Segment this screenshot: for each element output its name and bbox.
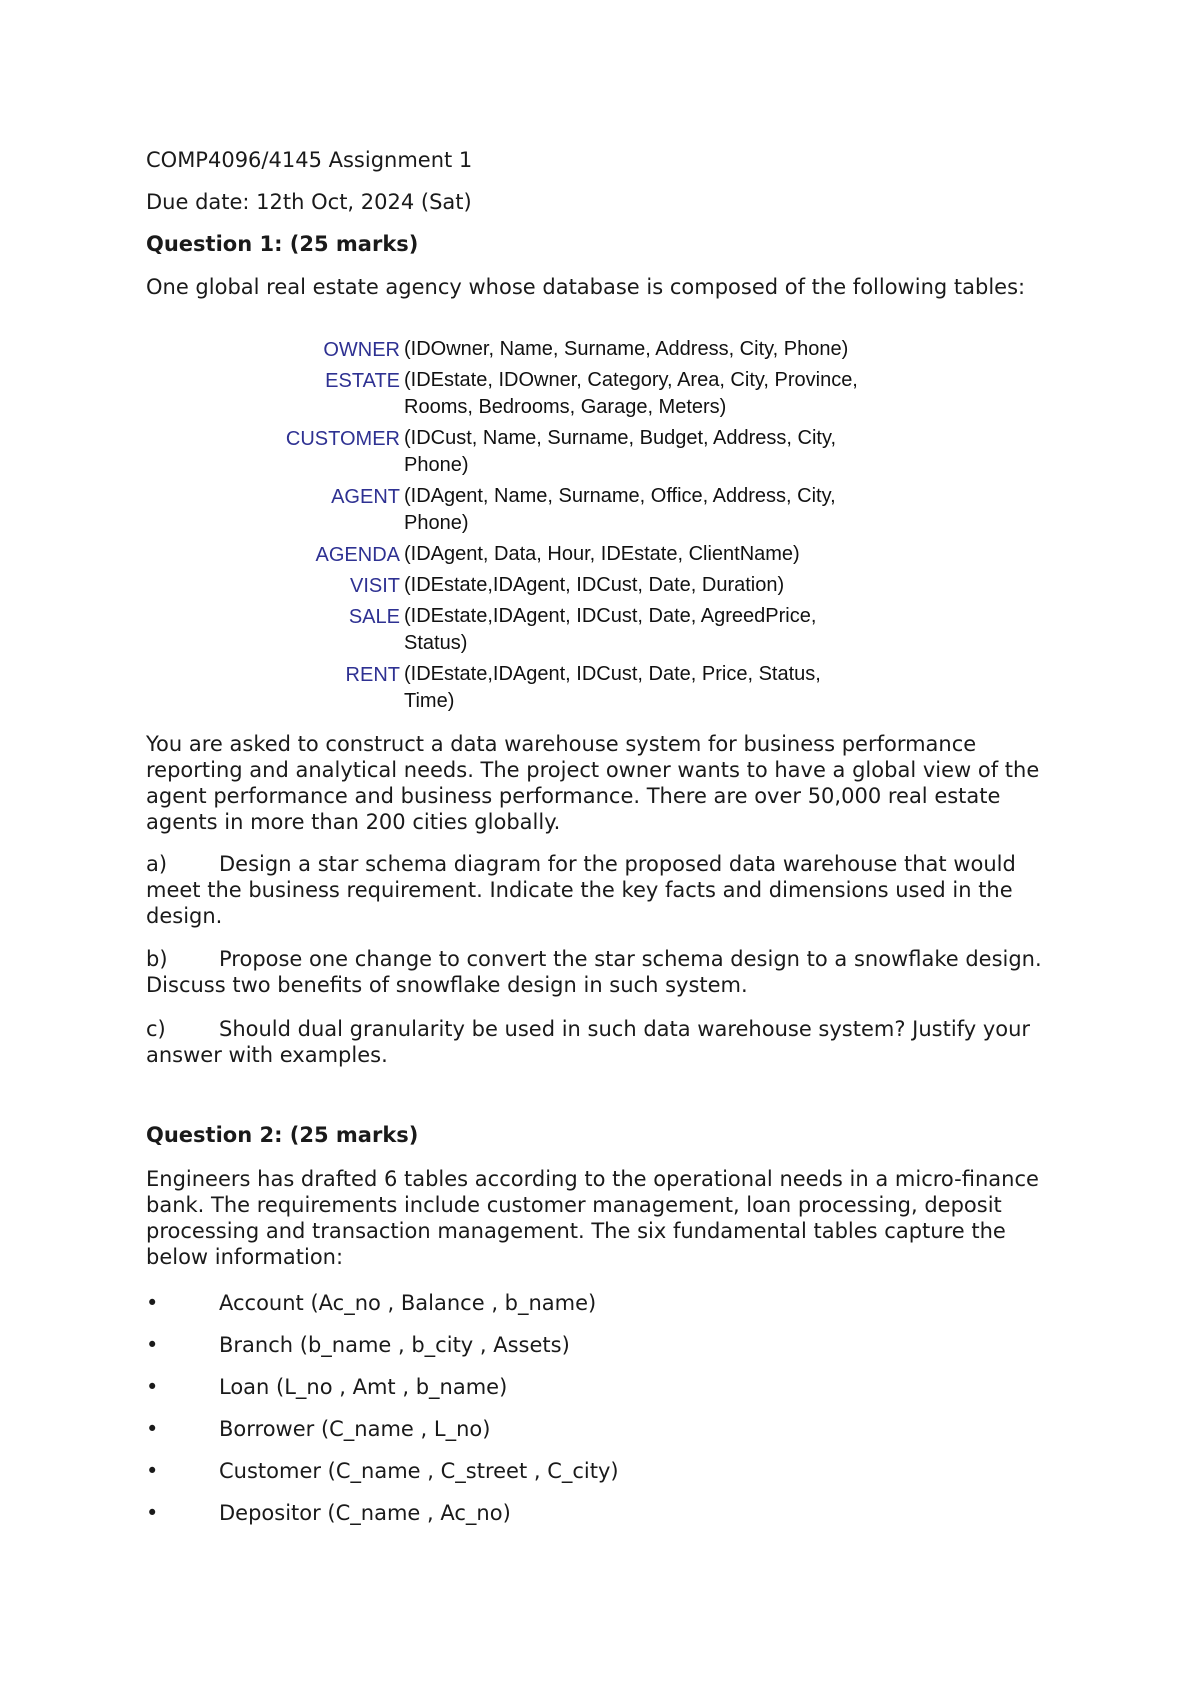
table-columns-line: (IDOwner, Name, Surname, Address, City, Phone) — [404, 338, 849, 360]
table-name-agent: AGENT — [331, 486, 400, 508]
table-columns-line: (IDAgent, Data, Hour, IDEstate, ClientName) — [404, 543, 800, 565]
question-2-intro: Engineers has drafted 6 tables according to the operational needs in a micro-finance bank. The requirements include customer management, loan processing, deposit processing and transaction management. The six fundamental tables capture the below information: — [146, 1167, 1039, 1269]
table-name-visit: VISIT — [349, 575, 400, 597]
bullet-icon: • — [146, 1375, 159, 1399]
table-name-owner: OWNER — [323, 339, 400, 361]
part-text: Propose one change to convert the star schema design to a snowflake design. Discuss two benefits of snowflake design in such system. — [146, 947, 1042, 997]
table-columns-agenda — [404, 541, 800, 568]
table-columns-estate — [404, 367, 858, 421]
bullet-icon: • — [146, 1501, 159, 1525]
bullet-icon: • — [146, 1291, 159, 1315]
table-columns-line: (IDCust, Name, Surname, Budget, Address, City, — [404, 427, 837, 449]
table-columns-customer — [404, 425, 836, 479]
table-columns-rent — [404, 661, 821, 715]
table-columns-sale — [404, 603, 816, 657]
assignment-title: COMP4096/4145 Assignment 1 — [146, 148, 473, 172]
part-text: Design a star schema diagram for the proposed data warehouse that would meet the business requirement. Indicate the key facts and dimensions used in the design. — [146, 852, 1016, 928]
question-1-part-c — [146, 1016, 1066, 1068]
table-name-estate: ESTATE — [325, 370, 400, 392]
list-item-text: Branch (b_name , b_city , Assets) — [219, 1333, 570, 1357]
table-columns-line: Status) — [404, 632, 468, 654]
part-text: Should dual granularity be used in such data warehouse system? Justify your answer with examples. — [146, 1017, 1031, 1067]
part-label: c) — [146, 1017, 166, 1041]
question-1-context: You are asked to construct a data warehouse system for business performance reporting and analytical needs. The project owner wants to have a global view of the agent performance and business performance. There are over 50,000 real estate agents in more than 200 cities globally. — [146, 732, 1040, 834]
table-name-rent: RENT — [345, 664, 400, 686]
list-item-text: Account (Ac_no , Balance , b_name) — [219, 1291, 597, 1315]
question-1-intro: One global real estate agency whose database is composed of the following tables: — [146, 275, 1026, 299]
table-columns-line: Phone) — [404, 454, 469, 476]
table-name-agenda: AGENDA — [315, 544, 400, 566]
question-1-heading: Question 1: (25 marks) — [146, 232, 419, 256]
list-item-text: Depositor (C_name , Ac_no) — [219, 1501, 511, 1525]
question-1-part-a — [146, 851, 1066, 929]
table-name-sale: SALE — [348, 606, 400, 628]
bullet-icon: • — [146, 1459, 159, 1483]
list-item-text: Loan (L_no , Amt , b_name) — [219, 1375, 508, 1399]
table-columns-line: (IDAgent, Name, Surname, Office, Address, City, — [404, 485, 836, 507]
question-1-part-b — [146, 946, 1066, 998]
table-columns-agent — [404, 483, 836, 537]
part-label: a) — [146, 852, 168, 876]
table-columns-line: Phone) — [404, 512, 469, 534]
part-label: b) — [146, 947, 168, 971]
due-date: Due date: 12th Oct, 2024 (Sat) — [146, 190, 472, 214]
table-columns-line: (IDEstate, IDOwner, Category, Area, City, Province, — [404, 369, 858, 391]
list-item-text: Customer (C_name , C_street , C_city) — [219, 1459, 619, 1483]
table-name-customer: CUSTOMER — [285, 428, 400, 450]
table-columns-line: (IDEstate,IDAgent, IDCust, Date, Price, Status, — [404, 663, 821, 685]
list-item-text: Borrower (C_name , L_no) — [219, 1417, 491, 1441]
bullet-icon: • — [146, 1417, 159, 1441]
table-columns-visit — [404, 572, 784, 599]
bullet-icon: • — [146, 1333, 159, 1357]
table-columns-owner — [404, 336, 848, 363]
table-columns-line: (IDEstate,IDAgent, IDCust, Date, Duration) — [404, 574, 785, 596]
table-columns-line: Time) — [404, 690, 455, 712]
table-columns-line: Rooms, Bedrooms, Garage, Meters) — [404, 396, 727, 418]
table-columns-line: (IDEstate,IDAgent, IDCust, Date, AgreedPrice, — [404, 605, 817, 627]
question-2-heading: Question 2: (25 marks) — [146, 1123, 419, 1147]
